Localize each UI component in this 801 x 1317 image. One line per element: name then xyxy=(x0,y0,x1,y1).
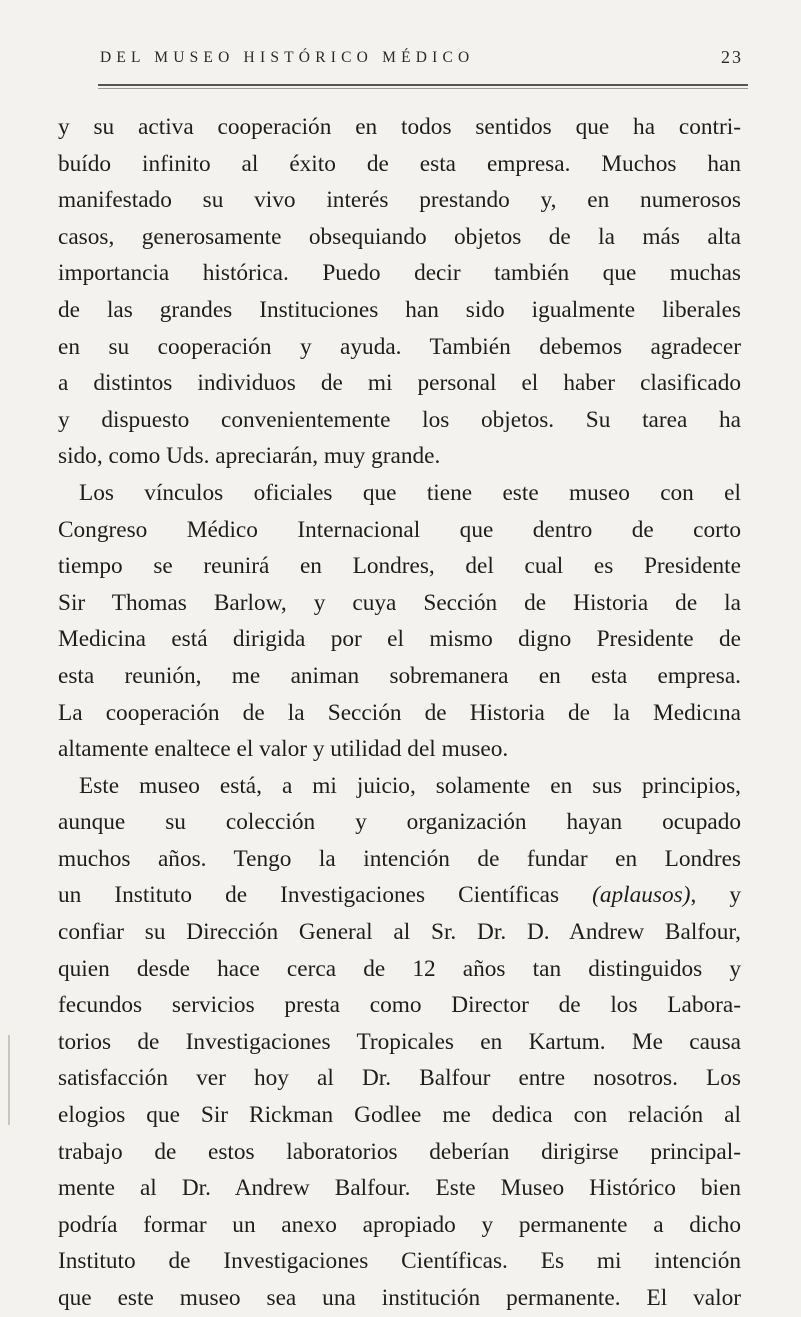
applause-note: (aplausos) xyxy=(592,882,691,909)
text-line: a distintos individuos de mi personal el haber clasificado xyxy=(58,370,741,397)
text-line: manifestado su vivo interés prestando y, en numerosos xyxy=(58,187,741,214)
page-edge-mark xyxy=(8,1035,10,1125)
text-line: muchos años. Tengo la intención de fundar en Londres xyxy=(58,845,741,872)
text-line: esta reunión, me animan sobremanera en esta empresa. xyxy=(58,662,741,689)
paragraph-2 xyxy=(58,475,741,768)
text-line: torios de Investigaciones Tropicales en Kartum. Me causa xyxy=(58,1028,741,1055)
text-line: tiempo se reunirá en Londres, del cual es Presidente xyxy=(58,553,741,580)
text-line: quien desde hace cerca de 12 años tan distinguidos y xyxy=(58,955,741,982)
text-line: Instituto de Investigaciones Científicas. Es mi intención xyxy=(58,1248,741,1275)
text-line: Los vínculos oficiales que tiene este museo con el xyxy=(79,479,741,506)
paragraph-1 xyxy=(58,109,741,475)
text-line: altamente enaltece el valor y utilidad del museo. xyxy=(58,736,509,763)
text-segment: un Instituto de Investigaciones Científicas xyxy=(58,882,560,909)
text-line: satisfacción ver hoy al Dr. Balfour entre nosotros. Los xyxy=(58,1065,741,1092)
text-line: sido, como Uds. apreciarán, muy grande. xyxy=(58,443,441,470)
header-rule xyxy=(98,84,748,86)
text-line: importancia histórica. Puedo decir también que muchas xyxy=(58,260,741,287)
text-line: Sir Thomas Barlow, y cuya Sección de Historia de la xyxy=(58,589,741,616)
text-segment: , y xyxy=(690,882,741,909)
text-line: casos, generosamente obsequiando objetos de la más alta xyxy=(58,223,741,250)
text-line: trabajo de estos laboratorios deberían dirigirse principal- xyxy=(58,1138,741,1165)
text-line: de las grandes Instituciones han sido igualmente liberales xyxy=(58,296,741,323)
text-line: buído infinito al éxito de esta empresa. Muchos han xyxy=(58,150,741,177)
text-line: confiar su Dirección General al Sr. Dr. D. Andrew Balfour, xyxy=(58,919,741,946)
text-line: Congreso Médico Internacional que dentro de corto xyxy=(58,516,741,543)
text-line: que este museo sea una institución permanente. El valor xyxy=(58,1285,741,1311)
page-number: 23 xyxy=(721,47,743,67)
text-line: La cooperación de la Sección de Historia de la Medicına xyxy=(58,699,741,726)
text-line: y su activa cooperación en todos sentidos que ha contri- xyxy=(58,114,741,140)
text-line: aunque su colección y organización hayan ocupado xyxy=(58,809,741,836)
text-line: mente al Dr. Andrew Balfour. Este Museo Histórico bien xyxy=(58,1175,741,1202)
paragraph-3 xyxy=(58,768,741,1317)
text-line: podría formar un anexo apropiado y permanente a dicho xyxy=(58,1211,741,1238)
body-text xyxy=(58,109,741,1317)
text-line: y dispuesto convenientemente los objetos. Su tarea ha xyxy=(58,406,741,433)
text-line: fecundos servicios presta como Director de los Labora- xyxy=(58,992,741,1019)
text-line-with-italic xyxy=(58,877,741,914)
text-line: en su cooperación y ayuda. También debemos agradecer xyxy=(58,333,741,360)
running-head: DEL MUSEO HISTÓRICO MÉDICO xyxy=(100,49,475,66)
text-line: Medicina está dirigida por el mismo digno Presidente de xyxy=(58,626,741,653)
text-line: elogios que Sir Rickman Godlee me dedica con relación al xyxy=(58,1102,741,1129)
header-rule-thin xyxy=(98,88,748,89)
text-line: Este museo está, a mi juicio, solamente en sus principios, xyxy=(79,772,741,799)
